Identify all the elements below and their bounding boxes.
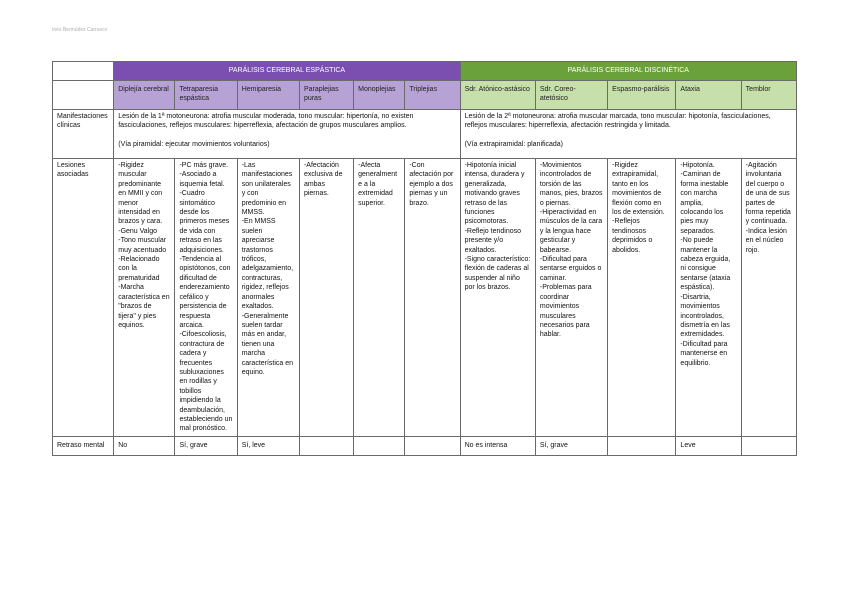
lesiones-row bbox=[53, 159, 797, 437]
lesion-item: -Indica lesión en el núcleo rojo. bbox=[745, 227, 787, 254]
row-label: Retraso mental bbox=[53, 436, 114, 455]
lesion-item: -Las manifestaciones son unilaterales y con predominio en MMSS. bbox=[241, 162, 293, 217]
lesion-item: -Asociado a isquemia fetal. bbox=[179, 171, 225, 188]
col-header: Tetraparesia espástica bbox=[175, 81, 237, 110]
manifestaciones-row bbox=[53, 110, 797, 159]
lesion-item: -Cuadro sintomático desde los primeros meses de vida con retraso en las adquisiciones. bbox=[179, 190, 230, 254]
lesion-item: -Tendencia al opistótonos, con dificultad de enderezamiento cefálico y persistencia de respuesta arcaica. bbox=[179, 256, 231, 329]
lesion-cell bbox=[460, 159, 535, 437]
spastic-manifestations-note: (Vía piramidal: ejecutar movimientos voluntarios) bbox=[118, 140, 270, 148]
col-header: Temblor bbox=[741, 81, 796, 110]
col-header: Paraplejias puras bbox=[299, 81, 353, 110]
lesion-item: -Rigidez extrapiramidal, tanto en los movimientos de flexión como en los de extensión. bbox=[612, 162, 665, 217]
lesion-item: -Cifoescoliosis, contractura de cadera y frecuentes subluxaciones en rodillas y tobillos impidiendo la deambulación, estableciendo un mal pronóstico. bbox=[179, 331, 233, 433]
lesion-item: -Movimientos incontrolados de torsión de las manos, pies, brazos o piernas. bbox=[539, 162, 603, 207]
spastic-group-header: PARÁLISIS CEREBRAL ESPÁSTICA bbox=[114, 62, 460, 81]
lesion-item: -No puede mantener la cabeza erguida, ni consigue sentarse (ataxia espástica). bbox=[680, 237, 731, 292]
lesion-item: -Generalmente suelen tardar más en andar, tienen una marcha característica en equino. bbox=[241, 312, 294, 376]
dyskinetic-manifestations-note: (Vía extrapiramidal: planificada) bbox=[464, 140, 564, 148]
retraso-cell bbox=[608, 436, 676, 455]
dyskinetic-group-header: PARÁLISIS CEREBRAL DISCINÉTICA bbox=[460, 62, 796, 81]
lesion-item: -Hipotonía inicial intensa, duradera y generalizada, motivando graves retraso de las funciones psicomotoras. bbox=[464, 162, 525, 226]
lesion-cell bbox=[237, 159, 299, 437]
lesion-item: -Disartria, movimientos incontrolados, dismetría en las extremidades. bbox=[680, 293, 730, 339]
row-label: Lesiones asociadas bbox=[53, 159, 114, 437]
retraso-cell: Leve bbox=[676, 436, 741, 455]
col-header: Triplejias bbox=[405, 81, 460, 110]
lesion-item: -Hiperactividad en músculos de la cara y la lengua hace gesticular y babearse. bbox=[539, 209, 603, 254]
lesion-item: -Caminan de forma inestable con marcha amplia, colocando los pies muy separados. bbox=[680, 171, 729, 235]
lesion-cell bbox=[114, 159, 175, 437]
lesion-item: -Tono muscular muy acentuado bbox=[118, 237, 167, 254]
lesion-cell bbox=[354, 159, 405, 437]
lesion-item: -Problemas para coordinar movimientos musculares necesarios para hablar. bbox=[539, 284, 592, 339]
col-header: Diplejía cerebral bbox=[114, 81, 175, 110]
lesion-item: -Rigidez muscular predominante en MMII y con menor intensidad en brazos y cara. bbox=[118, 162, 163, 226]
lesion-item: -Signo característico: flexión de caderas al suspender al niño por los brazos. bbox=[464, 256, 531, 292]
retraso-cell: No bbox=[114, 436, 175, 455]
author-name: Inés Bermúdez Carrasco bbox=[52, 27, 108, 33]
retraso-cell bbox=[405, 436, 460, 455]
lesion-item: -Dificultad para sentarse erguidos o caminar. bbox=[539, 256, 602, 282]
retraso-cell: Sí, grave bbox=[535, 436, 607, 455]
col-header: Hemiparesia bbox=[237, 81, 299, 110]
lesion-cell bbox=[676, 159, 741, 437]
lesion-item: -Marcha característica en "brazos de tijera" y pies equinos. bbox=[118, 284, 170, 329]
corner-cell bbox=[53, 81, 114, 110]
spastic-manifestations bbox=[114, 110, 460, 159]
retraso-cell: No es intensa bbox=[460, 436, 535, 455]
lesion-cell bbox=[299, 159, 353, 437]
lesion-item: -Afecta generalment e a la extremidad superior. bbox=[358, 162, 398, 207]
retraso-cell bbox=[299, 436, 353, 455]
dyskinetic-manifestations-text: Lesión de la 2ª motoneurona: atrofia muscular marcada, tono muscular: hipotonía, fasciculaciones, reflejos musculares: hiperreflexia, afectación restringida y limitada. bbox=[464, 113, 771, 130]
col-header: Monoplejias bbox=[354, 81, 405, 110]
retraso-cell: Sí, grave bbox=[175, 436, 237, 455]
lesion-cell bbox=[608, 159, 676, 437]
dyskinetic-manifestations bbox=[460, 110, 796, 159]
lesion-item: -Hipotonía. bbox=[680, 162, 715, 169]
retraso-row bbox=[53, 436, 797, 455]
lesion-item: -Afectación exclusiva de ambas piernas. bbox=[303, 162, 343, 198]
lesion-item: -Dificultad para mantenerse en equilibrio. bbox=[680, 340, 728, 367]
retraso-cell bbox=[741, 436, 796, 455]
lesion-item: -Reflejo tendinoso presente y/o exaltados. bbox=[464, 227, 522, 254]
group-header-row bbox=[53, 62, 797, 81]
lesion-cell bbox=[405, 159, 460, 437]
spastic-manifestations-text: Lesión de la 1ª motoneurona: atrofia muscular moderada, tono muscular: hipertonía, no existen fasciculaciones, reflejos musculares: hiperreflexia, afectación de grupos musculares amplios. bbox=[118, 113, 414, 130]
cerebral-palsy-table bbox=[52, 61, 797, 456]
lesion-item: -Reflejos tendinosos deprimidos o abolidos. bbox=[612, 218, 653, 254]
lesion-item: -PC más grave. bbox=[179, 162, 229, 169]
row-label: Manifestaciones clínicas bbox=[53, 110, 114, 159]
lesion-cell bbox=[741, 159, 796, 437]
corner-cell bbox=[53, 62, 114, 81]
col-header: Sdr. Atónico-astásico bbox=[460, 81, 535, 110]
retraso-cell: Sí, leve bbox=[237, 436, 299, 455]
lesion-item: -Relacionado con la prematuridad bbox=[118, 256, 160, 282]
lesion-item: -Con afectación por ejemplo a dos piernas y un brazo. bbox=[409, 162, 454, 207]
subtype-header-row bbox=[53, 81, 797, 110]
lesion-item: -Agitación involuntaria del cuerpo o de una de sus partes de forma repetida y continuada. bbox=[745, 162, 791, 226]
col-header: Ataxia bbox=[676, 81, 741, 110]
lesion-cell bbox=[535, 159, 607, 437]
retraso-cell bbox=[354, 436, 405, 455]
col-header: Espasmo-parálisis bbox=[608, 81, 676, 110]
lesion-item: -En MMSS suelen apreciarse trastornos tróficos, adelgazamiento, contracturas, rigidez, reflejos anormales exaltados. bbox=[241, 218, 294, 311]
lesion-item: -Genu Valgo bbox=[118, 227, 158, 235]
lesion-cell bbox=[175, 159, 237, 437]
col-header: Sdr. Coreo-atetósico bbox=[535, 81, 607, 110]
